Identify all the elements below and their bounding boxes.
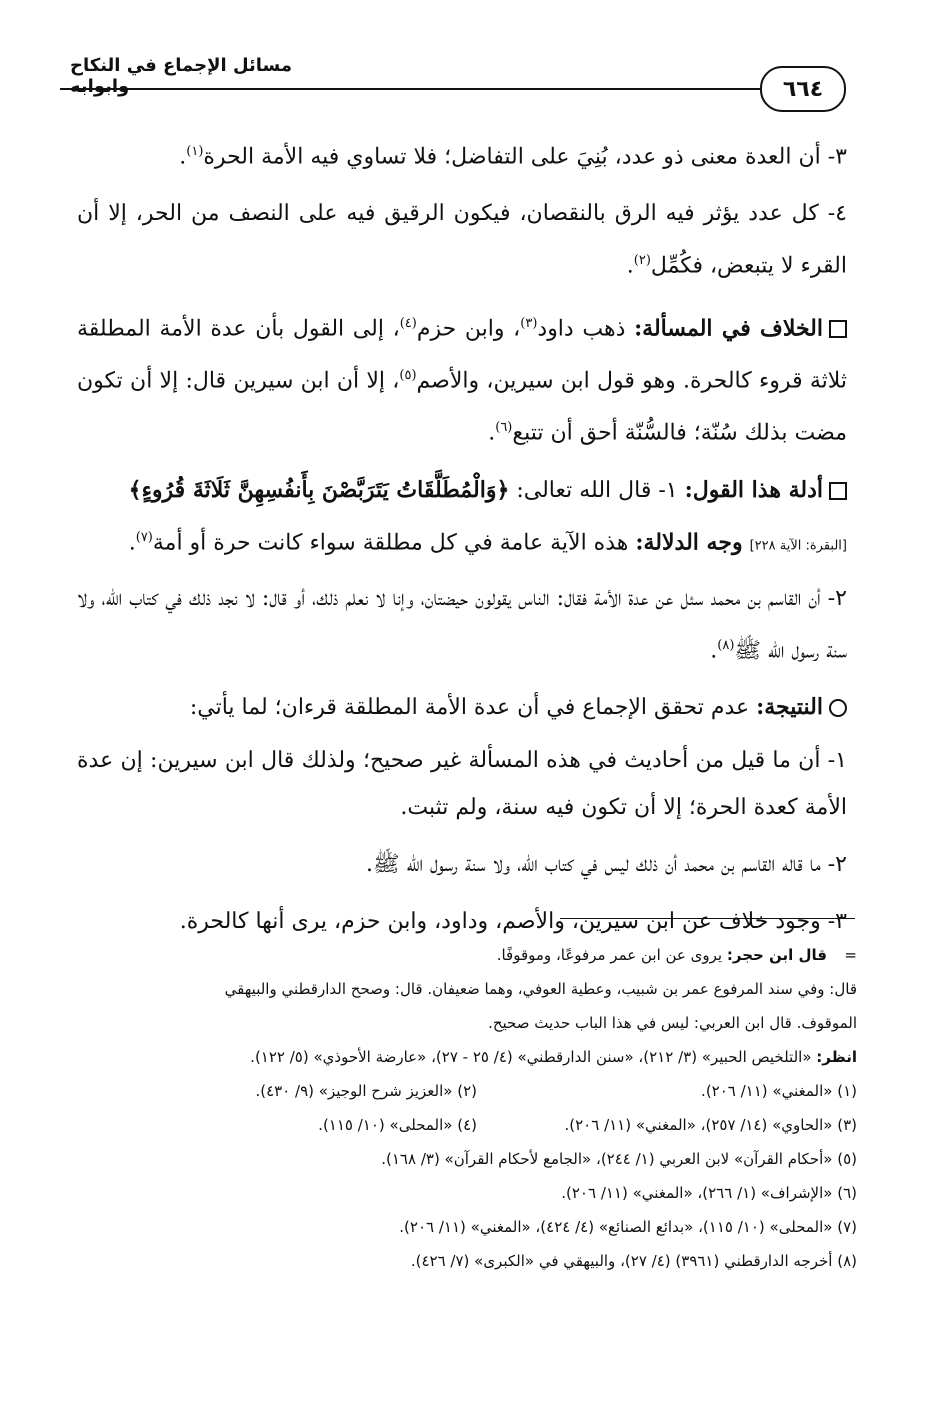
text: ١- قال الله تعالى: <box>516 477 678 503</box>
footnote-continued <box>82 938 857 972</box>
text: . <box>488 420 496 446</box>
footnote-3: (٣) «الحاوي» (١٤/ ٢٥٧)، «المغني» (١١/ ٢٠٦). <box>564 1116 857 1134</box>
footnote-lead: انظر: <box>816 1048 857 1066</box>
footnote-7: (٧) «المحلى» (١٠/ ١١٥)، «بدائع الصنائع» (٤/ ٤٢٤)، «المغني» (١١/ ٢٠٦). <box>399 1218 857 1236</box>
footnote-lead: قال ابن حجر: <box>726 946 827 964</box>
footnote-continued-line <box>82 1040 857 1074</box>
footnote-ref-7: (٧) <box>135 529 153 545</box>
text: يروى عن ابن عمر مرفوعًا، وموقوفًا. <box>496 946 723 964</box>
square-bullet-icon <box>829 320 847 338</box>
header-rule <box>60 88 760 90</box>
square-bullet-icon <box>829 482 847 500</box>
section-heading: الخلاف في المسألة: <box>634 314 823 341</box>
footnote-continued-line: قال: وفي سند المرفوع عمر بن شبيب، وعطية العوفي، وهما ضعيفان. قال: وصحح الدارقطني والبيهقي <box>224 980 857 998</box>
footnote-4: (٤) «المحلى» (١٠/ ١١٥). <box>318 1116 477 1134</box>
text: عدم تحقق الإجماع في أن عدة الأمة المطلقة قرءان؛ لما يأتي: <box>189 695 750 721</box>
paragraph-point-3 <box>77 128 847 180</box>
page-number-badge <box>760 66 846 112</box>
continuation-mark: = <box>844 946 857 964</box>
footnote-row <box>82 1074 857 1108</box>
text: ٢- أن القاسم بن محمد سئل عن عدة الأمة فقال: الناس يقولون حيضتان، وإنا لا نعلم ذلك، أو قال: لا نجد ذلك في كتاب الله، ولا سنة رسول الله ﷺ <box>77 585 847 664</box>
paragraph-natija <box>77 684 847 731</box>
section-heading: أدلة هذا القول: <box>684 476 823 503</box>
footnote-ref-3: (٣) <box>520 315 538 331</box>
footnote-ref-6: (٦) <box>495 420 513 436</box>
text: ، إلا أن ابن سيرين قال: إلا أن تكون مضت بذلك سُنّة؛ فالسُّنّة أحق أن تتبع <box>77 368 847 446</box>
quran-verse: ﴿وَالْمُطَلَّقَاتُ يَتَرَبَّصْنَ بِأَنفُسِهِنَّ ثَلَاثَةَ قُرُوءٍ﴾ <box>128 476 510 503</box>
result-point-3: ٣- وجود خلاف عن ابن سيرين، والأصم، وداود، وابن حزم، يرى أنها كالحرة. <box>179 909 847 935</box>
result-point-2: ٢- ما قاله القاسم بن محمد أن ذلك ليس في كتاب الله، ولا سنة رسول الله ﷺ. <box>366 852 847 878</box>
verse-reference: [البقرة: الآية ٢٢٨] <box>749 537 847 553</box>
result-point-1: ١- أن ما قيل من أحاديث في هذه المسألة غير صحيح؛ ولذلك قال ابن سيرين: إن عدة الأمة كعدة الحرة؛ إلا أن تكون فيه سنة، ولم تثبت. <box>77 748 847 821</box>
footnote-ref-5: (٥) <box>399 367 417 383</box>
footnote-8: (٨) أخرجه الدارقطني (٣٩٦١) (٤/ ٢٧)، والبيهقي في «الكبرى» (٧/ ٤٢٦). <box>410 1252 857 1270</box>
footnote-ref-8: (٨) <box>717 637 735 653</box>
text: ٣- أن العدة معنى ذو عدد، بُنِيَ على التفاضل؛ فلا تساوي فيه الأمة الحرة <box>203 144 847 170</box>
footnote-continued-line: الموقوف. قال ابن العربي: ليس في هذا الباب حديث صحيح. <box>488 1014 857 1032</box>
footnote-5: (٥) «أحكام القرآن» لابن العربي (١/ ٢٤٤)، «الجامع لأحكام القرآن» (٣/ ١٦٨). <box>381 1150 857 1168</box>
paragraph-qasim <box>77 575 847 674</box>
section-heading: وجه الدلالة: <box>635 528 743 555</box>
paragraph-khilaf <box>77 300 847 457</box>
running-header-title: مسائل الإجماع في النكاح وابوابه <box>70 55 292 97</box>
text: . <box>710 638 718 664</box>
page-number: ٦٦٤ <box>782 76 824 102</box>
paragraph-adilla <box>77 467 847 569</box>
text: ، وابن حزم <box>416 315 521 341</box>
text: . <box>179 144 187 170</box>
text: . <box>626 253 634 279</box>
text: هذه الآية عامة في كل مطلقة سواء كانت حرة أو أمة <box>152 529 629 555</box>
text: . <box>128 529 136 555</box>
footnote-ref-4: (٤) <box>399 315 417 331</box>
footnote-ref-2: (٢) <box>633 253 651 269</box>
footnotes <box>82 938 857 1278</box>
text: «التلخيص الحبير» (٣/ ٢١٢)، «سنن الدارقطني» (٤/ ٢٥ - ٢٧)، «عارضة الأحوذي» (٥/ ١٢٢). <box>250 1048 812 1066</box>
main-text <box>77 128 847 955</box>
footnote-ref-1: (١) <box>186 144 204 159</box>
text: ٤- كل عدد يؤثر فيه الرق بالنقصان، فيكون الرقيق فيه على النصف من الحر، إلا أن القرء لا يتبعض، فكُمِّل <box>77 201 847 279</box>
paragraph-point-4 <box>77 190 847 289</box>
section-heading: النتيجة: <box>756 694 823 721</box>
text: ذهب داود <box>537 315 626 341</box>
footnote-row <box>82 1108 857 1142</box>
text: ، إلى القول بأن عدة الأمة المطلقة ثلاثة قروء كالحرة. وهو قول ابن سيرين، والأصم <box>77 315 847 394</box>
footnote-6: (٦) «الإشراف» (١/ ٢٦٦)، «المغني» (١١/ ٢٠٦). <box>561 1184 857 1202</box>
footnote-2: (٢) «العزيز شرح الوجيز» (٩/ ٤٣٠). <box>255 1082 477 1100</box>
footnote-1: (١) «المغني» (١١/ ٢٠٦). <box>701 1082 857 1100</box>
footnote-separator <box>560 918 855 919</box>
circle-bullet-icon <box>829 699 847 717</box>
